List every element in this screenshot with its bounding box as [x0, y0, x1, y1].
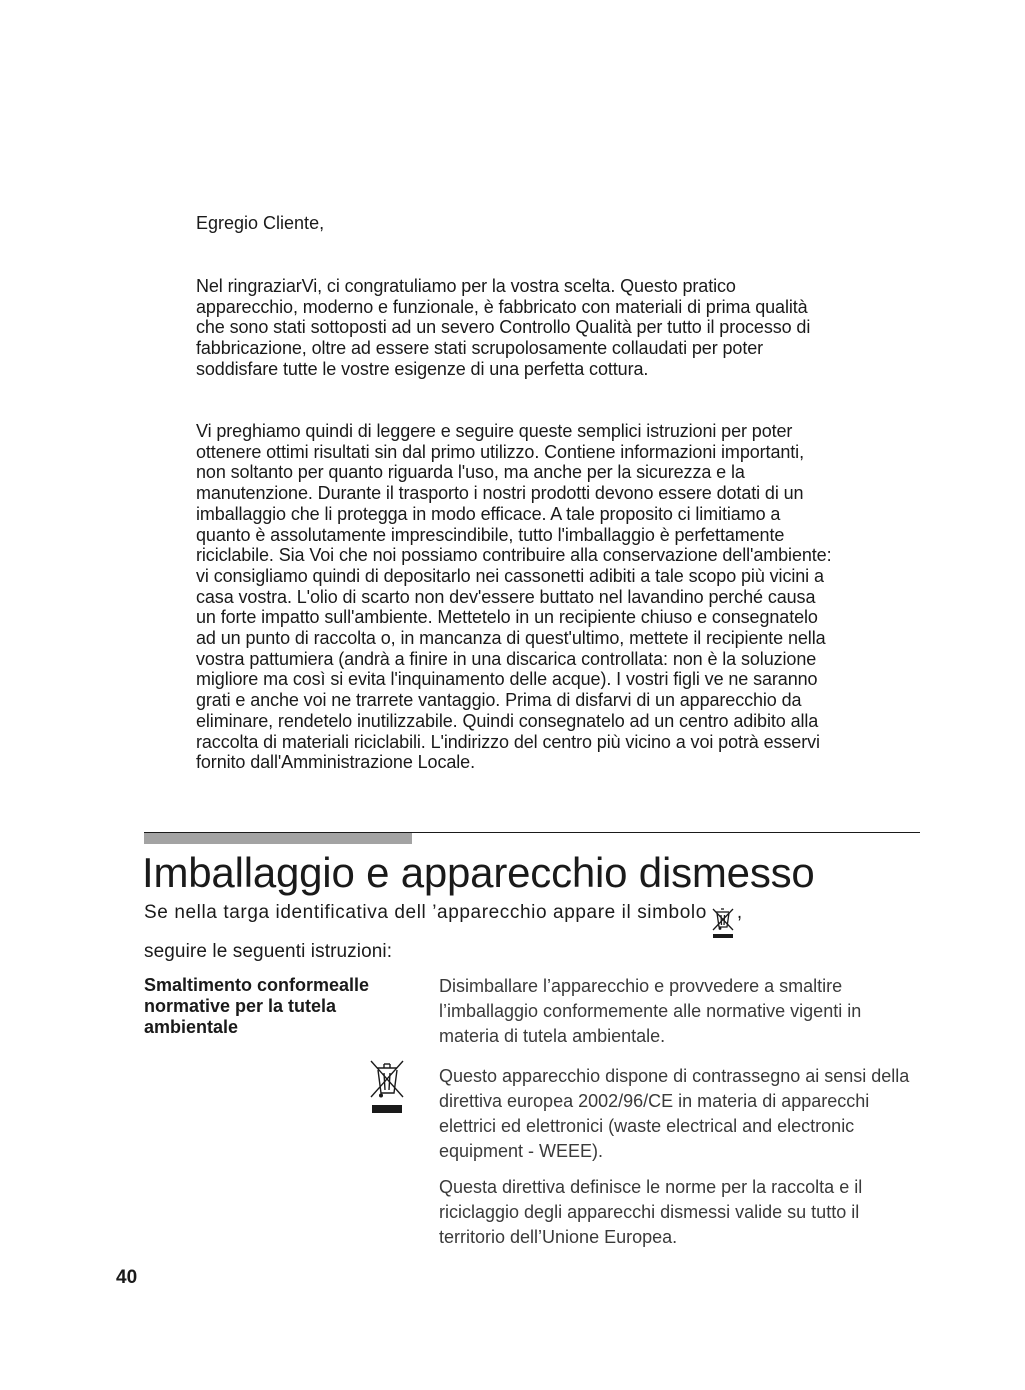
subtitle-line-2: seguire le seguenti istruzioni: — [144, 941, 393, 962]
side-heading: Smaltimento conformealle normative per la tutela ambientale — [144, 975, 370, 1037]
weee-bin-large-icon — [367, 1057, 407, 1115]
intro-paragraph-2: Vi preghiamo quindi di leggere e seguire queste semplici istruzioni per poter ottenere ottimi risultati sin dal primo utilizzo. Contiene informazioni importanti, non soltanto per quanto riguarda l'uso, ma anche per la sicurezza e la manutenzione. Durante il trasporto i nostri prodotti devono essere dotati di un imballaggio che li protegga in modo efficace. A tale proposito ci limitiamo a quanto è assolutamente imprescindibile, tutto l'imballaggio è perfettamente riciclabile. Sia Voi che noi possiamo contribuire alla conservazione dell'ambiente: vi consigliamo quindi di depositarlo nei cassonetti adibiti a tale scopo più vicini a casa vostra. L'olio di scarto non dev'essere buttato nel lavandino perché causa un forte impatto sull'ambiente. Mettetelo in un recipiente chiuso e consegnatelo ad un punto di raccolta o, in mancanza di quest'ultimo, mettete il recipiente nella vostra pattumiera (andrà a finire in una discarica controllata: non è la soluzione migliore ma così si evita l'inquinamento delle acque). I vostri figli ve ne saranno grati e anche voi ne trarrete vantaggio. Prima di disfarvi di un apparecchio da eliminare, rendetelo inutilizzabile. Quindi consegnatelo ad un centro adibito alla raccolta di materiali riciclabili. L'indirizzo del centro più vicino a voi potrà esservi fornito dall'Amministrazione Locale. — [196, 421, 832, 773]
section-title: Imballaggio e apparecchio dismesso — [142, 849, 815, 896]
body-paragraph-1: Disimballare l’apparecchio e provvedere a smaltire l’imballaggio conformemente alle normative vigenti in materia di tutela ambientale. — [439, 976, 862, 1046]
body-paragraph-2: Questo apparecchio dispone di contrassegno ai sensi della direttiva europea 2002/96/CE in materia di apparecchi elettrici ed elettronici (waste electrical and electronic equipment - WEEE). — [439, 1066, 910, 1161]
subtitle-comma: , — [736, 902, 743, 923]
intro-paragraph-1: Nel ringraziarVi, ci congratuliamo per la vostra scelta. Questo pratico apparecchio, moderno e funzionale, è fabbricato con materiali di prima qualità che sono stati sottoposti ad un severo Controllo Qualità per tutto il processo di fabbricazione, oltre ad essere stati scrupolosamente collaudati per poter soddisfare tutte le vostre esigenze di una perfetta cottura. — [196, 276, 811, 379]
section-subtitle — [144, 901, 904, 964]
greeting: Egregio Cliente, — [196, 213, 325, 233]
weee-bin-icon — [709, 906, 737, 940]
page-number: 40 — [116, 1267, 138, 1288]
body-paragraph-3: Questa direttiva definisce le norme per la raccolta e il riciclaggio degli apparecchi dismessi valide su tutto il territorio dell’Unione Europea. — [439, 1177, 863, 1247]
section-divider-bar — [144, 833, 412, 844]
subtitle-line-1: Se nella targa identificativa dell ’apparecchio appare il simbolo — [144, 902, 707, 923]
